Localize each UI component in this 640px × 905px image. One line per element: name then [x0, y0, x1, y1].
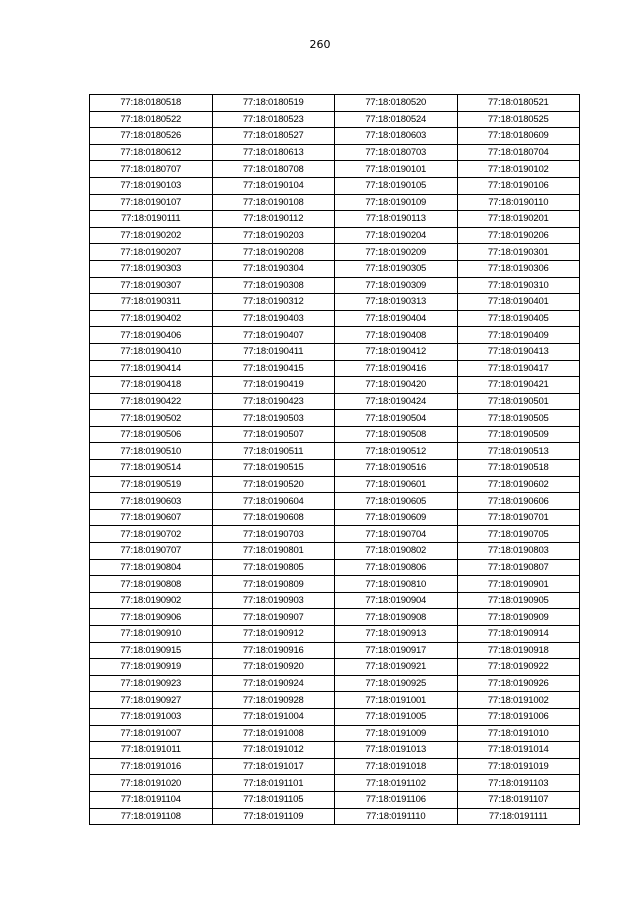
table-cell: 77:18:0191104	[90, 791, 213, 808]
table-cell: 77:18:0190110	[457, 194, 580, 211]
table-cell: 77:18:0191013	[335, 742, 458, 759]
table-row	[90, 526, 580, 543]
table-row	[90, 708, 580, 725]
table-row	[90, 327, 580, 344]
table-cell: 77:18:0190913	[335, 626, 458, 643]
table-cell: 77:18:0191105	[212, 791, 335, 808]
table-cell: 77:18:0190107	[90, 194, 213, 211]
table-cell: 77:18:0190505	[457, 410, 580, 427]
table-cell: 77:18:0180518	[90, 95, 213, 112]
table-row	[90, 775, 580, 792]
table-cell: 77:18:0191107	[457, 791, 580, 808]
table-cell: 77:18:0190306	[457, 260, 580, 277]
table-cell: 77:18:0190605	[335, 493, 458, 510]
table-cell: 77:18:0190520	[212, 476, 335, 493]
table-row	[90, 426, 580, 443]
table-cell: 77:18:0191011	[90, 742, 213, 759]
table-row	[90, 493, 580, 510]
table-cell: 77:18:0190803	[457, 543, 580, 560]
table-cell: 77:18:0190707	[90, 543, 213, 560]
table-cell: 77:18:0190928	[212, 692, 335, 709]
table-row	[90, 808, 580, 825]
table-cell: 77:18:0190915	[90, 642, 213, 659]
table-cell: 77:18:0190201	[457, 211, 580, 228]
table-cell: 77:18:0190409	[457, 327, 580, 344]
table-cell: 77:18:0190927	[90, 692, 213, 709]
table-cell: 77:18:0191009	[335, 725, 458, 742]
table-cell: 77:18:0180613	[212, 144, 335, 161]
table-row	[90, 260, 580, 277]
table-cell: 77:18:0190905	[457, 592, 580, 609]
table-cell: 77:18:0190902	[90, 592, 213, 609]
table-cell: 77:18:0191019	[457, 758, 580, 775]
table-row	[90, 559, 580, 576]
table-cell: 77:18:0190401	[457, 294, 580, 311]
table-cell: 77:18:0190923	[90, 675, 213, 692]
table-cell: 77:18:0191110	[335, 808, 458, 825]
table-cell: 77:18:0180524	[335, 111, 458, 128]
table-cell: 77:18:0190506	[90, 426, 213, 443]
table-row	[90, 642, 580, 659]
table-cell: 77:18:0190424	[335, 393, 458, 410]
table-cell: 77:18:0190303	[90, 260, 213, 277]
table-row	[90, 410, 580, 427]
table-cell: 77:18:0190916	[212, 642, 335, 659]
table-cell: 77:18:0190417	[457, 360, 580, 377]
table-cell: 77:18:0190917	[335, 642, 458, 659]
table-cell: 77:18:0190919	[90, 659, 213, 676]
table-cell: 77:18:0190502	[90, 410, 213, 427]
table-cell: 77:18:0191012	[212, 742, 335, 759]
table-row	[90, 95, 580, 112]
table-cell: 77:18:0180707	[90, 161, 213, 178]
table-cell: 77:18:0190602	[457, 476, 580, 493]
table-cell: 77:18:0190701	[457, 509, 580, 526]
table-cell: 77:18:0190422	[90, 393, 213, 410]
table-cell: 77:18:0190801	[212, 543, 335, 560]
table-cell: 77:18:0191020	[90, 775, 213, 792]
table-cell: 77:18:0190607	[90, 509, 213, 526]
table-cell: 77:18:0191008	[212, 725, 335, 742]
table-cell: 77:18:0190921	[335, 659, 458, 676]
table-cell: 77:18:0190603	[90, 493, 213, 510]
table-row	[90, 509, 580, 526]
table-cell: 77:18:0191010	[457, 725, 580, 742]
table-row	[90, 310, 580, 327]
table-cell: 77:18:0190412	[335, 343, 458, 360]
table-cell: 77:18:0190509	[457, 426, 580, 443]
table-cell: 77:18:0190202	[90, 227, 213, 244]
table-cell: 77:18:0190906	[90, 609, 213, 626]
table-cell: 77:18:0191111	[457, 808, 580, 825]
table-cell: 77:18:0190102	[457, 161, 580, 178]
table-cell: 77:18:0190601	[335, 476, 458, 493]
table-cell: 77:18:0190510	[90, 443, 213, 460]
table-row	[90, 393, 580, 410]
table-cell: 77:18:0190106	[457, 177, 580, 194]
table-row	[90, 675, 580, 692]
table-cell: 77:18:0190307	[90, 277, 213, 294]
table-cell: 77:18:0191006	[457, 708, 580, 725]
table-row	[90, 443, 580, 460]
table-cell: 77:18:0190518	[457, 460, 580, 477]
table-cell: 77:18:0190203	[212, 227, 335, 244]
table-cell: 77:18:0190108	[212, 194, 335, 211]
table-cell: 77:18:0190207	[90, 244, 213, 261]
table-cell: 77:18:0190806	[335, 559, 458, 576]
table-cell: 77:18:0190810	[335, 576, 458, 593]
table-cell: 77:18:0190418	[90, 377, 213, 394]
table-row	[90, 128, 580, 145]
table-row	[90, 576, 580, 593]
table-cell: 77:18:0190926	[457, 675, 580, 692]
table-cell: 77:18:0190802	[335, 543, 458, 560]
table-cell: 77:18:0190109	[335, 194, 458, 211]
table-cell: 77:18:0190511	[212, 443, 335, 460]
table-cell: 77:18:0190807	[457, 559, 580, 576]
table-cell: 77:18:0190904	[335, 592, 458, 609]
table-cell: 77:18:0190421	[457, 377, 580, 394]
table-body	[90, 95, 580, 825]
table-cell: 77:18:0190608	[212, 509, 335, 526]
table-row	[90, 144, 580, 161]
table-row	[90, 460, 580, 477]
table-row	[90, 659, 580, 676]
table-cell: 77:18:0190310	[457, 277, 580, 294]
table-cell: 77:18:0190405	[457, 310, 580, 327]
table-row	[90, 211, 580, 228]
table-cell: 77:18:0180708	[212, 161, 335, 178]
table-row	[90, 725, 580, 742]
table-row	[90, 626, 580, 643]
table-row	[90, 476, 580, 493]
table-cell: 77:18:0190704	[335, 526, 458, 543]
table-cell: 77:18:0190918	[457, 642, 580, 659]
table-cell: 77:18:0190309	[335, 277, 458, 294]
table-cell: 77:18:0191002	[457, 692, 580, 709]
table-cell: 77:18:0190903	[212, 592, 335, 609]
table-row	[90, 244, 580, 261]
table-cell: 77:18:0180523	[212, 111, 335, 128]
table-cell: 77:18:0180612	[90, 144, 213, 161]
table-cell: 77:18:0191014	[457, 742, 580, 759]
table-cell: 77:18:0190515	[212, 460, 335, 477]
table-cell: 77:18:0190508	[335, 426, 458, 443]
table-cell: 77:18:0190305	[335, 260, 458, 277]
table-cell: 77:18:0190604	[212, 493, 335, 510]
table-cell: 77:18:0190419	[212, 377, 335, 394]
table-cell: 77:18:0190609	[335, 509, 458, 526]
table-cell: 77:18:0191016	[90, 758, 213, 775]
table-cell: 77:18:0190105	[335, 177, 458, 194]
table-cell: 77:18:0191102	[335, 775, 458, 792]
table-cell: 77:18:0190909	[457, 609, 580, 626]
table-row	[90, 791, 580, 808]
table-cell: 77:18:0190922	[457, 659, 580, 676]
table-row	[90, 360, 580, 377]
table-cell: 77:18:0190912	[212, 626, 335, 643]
table-cell: 77:18:0191007	[90, 725, 213, 742]
table-row	[90, 692, 580, 709]
table-row	[90, 592, 580, 609]
table-cell: 77:18:0191109	[212, 808, 335, 825]
table-cell: 77:18:0190901	[457, 576, 580, 593]
table-cell: 77:18:0190104	[212, 177, 335, 194]
table-cell: 77:18:0190423	[212, 393, 335, 410]
table-cell: 77:18:0190809	[212, 576, 335, 593]
table-cell: 77:18:0190304	[212, 260, 335, 277]
table-cell: 77:18:0190301	[457, 244, 580, 261]
table-cell: 77:18:0190103	[90, 177, 213, 194]
table-cell: 77:18:0190411	[212, 343, 335, 360]
table-cell: 77:18:0180525	[457, 111, 580, 128]
table-cell: 77:18:0190311	[90, 294, 213, 311]
table-cell: 77:18:0190308	[212, 277, 335, 294]
table-cell: 77:18:0190208	[212, 244, 335, 261]
table-cell: 77:18:0180704	[457, 144, 580, 161]
table-row	[90, 343, 580, 360]
table-cell: 77:18:0190519	[90, 476, 213, 493]
table-cell: 77:18:0190413	[457, 343, 580, 360]
table-cell: 77:18:0190414	[90, 360, 213, 377]
table-cell: 77:18:0180520	[335, 95, 458, 112]
table-row	[90, 177, 580, 194]
table-cell: 77:18:0190501	[457, 393, 580, 410]
table-cell: 77:18:0191101	[212, 775, 335, 792]
table-cell: 77:18:0180521	[457, 95, 580, 112]
table-cell: 77:18:0191108	[90, 808, 213, 825]
table-row	[90, 111, 580, 128]
table-cell: 77:18:0180603	[335, 128, 458, 145]
table-cell: 77:18:0190907	[212, 609, 335, 626]
table-cell: 77:18:0180522	[90, 111, 213, 128]
table-cell: 77:18:0190408	[335, 327, 458, 344]
table-cell: 77:18:0191017	[212, 758, 335, 775]
table-row	[90, 294, 580, 311]
table-cell: 77:18:0191005	[335, 708, 458, 725]
table-row	[90, 161, 580, 178]
table-cell: 77:18:0190516	[335, 460, 458, 477]
table-cell: 77:18:0190313	[335, 294, 458, 311]
table-row	[90, 377, 580, 394]
table-cell: 77:18:0191003	[90, 708, 213, 725]
table-cell: 77:18:0190908	[335, 609, 458, 626]
table-row	[90, 742, 580, 759]
table-cell: 77:18:0190513	[457, 443, 580, 460]
table-cell: 77:18:0180527	[212, 128, 335, 145]
table-cell: 77:18:0190410	[90, 343, 213, 360]
table-cell: 77:18:0190705	[457, 526, 580, 543]
table-cell: 77:18:0190402	[90, 310, 213, 327]
table-cell: 77:18:0190514	[90, 460, 213, 477]
table-cell: 77:18:0190507	[212, 426, 335, 443]
table-cell: 77:18:0190804	[90, 559, 213, 576]
table-cell: 77:18:0190420	[335, 377, 458, 394]
table-cell: 77:18:0190925	[335, 675, 458, 692]
table-cell: 77:18:0190204	[335, 227, 458, 244]
table-row	[90, 609, 580, 626]
table-cell: 77:18:0190112	[212, 211, 335, 228]
cadastral-numbers-table	[89, 94, 580, 825]
table-cell: 77:18:0191004	[212, 708, 335, 725]
table-row	[90, 227, 580, 244]
table-cell: 77:18:0180609	[457, 128, 580, 145]
table-cell: 77:18:0190512	[335, 443, 458, 460]
table-cell: 77:18:0190113	[335, 211, 458, 228]
page-number: 260	[309, 38, 331, 51]
table-cell: 77:18:0190920	[212, 659, 335, 676]
table-row	[90, 277, 580, 294]
table-row	[90, 758, 580, 775]
table-cell: 77:18:0190504	[335, 410, 458, 427]
table-cell: 77:18:0191103	[457, 775, 580, 792]
table-cell: 77:18:0190914	[457, 626, 580, 643]
table-cell: 77:18:0190415	[212, 360, 335, 377]
table-cell: 77:18:0190407	[212, 327, 335, 344]
table-cell: 77:18:0180526	[90, 128, 213, 145]
table-cell: 77:18:0190416	[335, 360, 458, 377]
table-cell: 77:18:0191001	[335, 692, 458, 709]
table-row	[90, 543, 580, 560]
table-cell: 77:18:0191018	[335, 758, 458, 775]
table-cell: 77:18:0190206	[457, 227, 580, 244]
table-cell: 77:18:0190910	[90, 626, 213, 643]
table-cell: 77:18:0190209	[335, 244, 458, 261]
table-cell: 77:18:0190312	[212, 294, 335, 311]
table-cell: 77:18:0190406	[90, 327, 213, 344]
table-cell: 77:18:0190606	[457, 493, 580, 510]
table-cell: 77:18:0180703	[335, 144, 458, 161]
table-cell: 77:18:0190403	[212, 310, 335, 327]
table-cell: 77:18:0190702	[90, 526, 213, 543]
table-cell: 77:18:0190805	[212, 559, 335, 576]
table-cell: 77:18:0190111	[90, 211, 213, 228]
table-cell: 77:18:0190924	[212, 675, 335, 692]
table-cell: 77:18:0180519	[212, 95, 335, 112]
table-cell: 77:18:0190808	[90, 576, 213, 593]
table-cell: 77:18:0190101	[335, 161, 458, 178]
table-cell: 77:18:0191106	[335, 791, 458, 808]
table-cell: 77:18:0190703	[212, 526, 335, 543]
table-cell: 77:18:0190404	[335, 310, 458, 327]
table-row	[90, 194, 580, 211]
table-cell: 77:18:0190503	[212, 410, 335, 427]
